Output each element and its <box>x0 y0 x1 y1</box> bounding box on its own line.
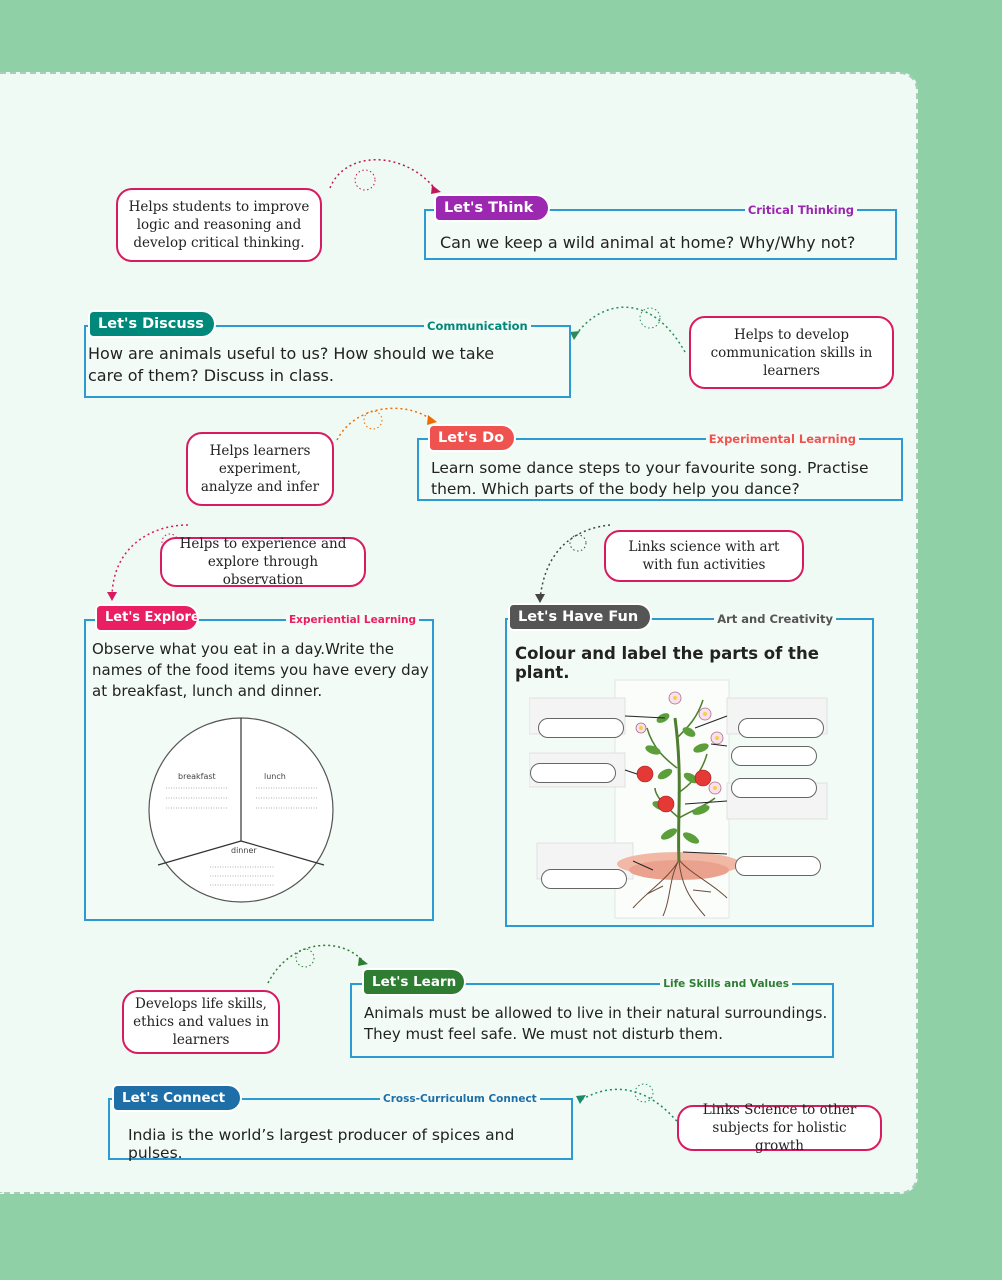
plant-label-box-3[interactable] <box>731 746 817 766</box>
plant-label-box-6[interactable] <box>735 856 821 876</box>
discuss-skill: Communication <box>424 319 531 333</box>
explore-skill: Experiential Learning <box>286 613 419 627</box>
do-skill: Experimental Learning <box>706 432 859 446</box>
pie-label-dinner: dinner <box>231 846 257 855</box>
tag-lets-connect: Let's Connect <box>114 1086 240 1110</box>
pie-label-lunch: lunch <box>264 772 286 781</box>
tag-lets-think: Let's Think <box>436 196 548 220</box>
tag-lets-explore: Let's Explore <box>97 606 197 630</box>
note-think: Helps students to improve logic and reasoning and develop critical thinking. <box>116 188 322 262</box>
learn-text: Animals must be allowed to live in their natural surroundings. They must feel safe. We must not disturb them. <box>364 1004 828 1043</box>
note-connect: Links Science to other subjects for holistic growth <box>677 1105 882 1151</box>
fun-skill: Art and Creativity <box>714 612 836 626</box>
note-fun: Links science with art with fun activities <box>604 530 804 582</box>
learn-skill: Life Skills and Values <box>660 977 792 991</box>
tag-lets-discuss: Let's Discuss <box>90 312 214 336</box>
think-skill: Critical Thinking <box>745 203 857 217</box>
plant-label-box-5[interactable] <box>731 778 817 798</box>
do-text: Learn some dance steps to your favourite song. Practise them. Which parts of the body help you dance? <box>431 459 869 498</box>
pie-label-breakfast: breakfast <box>178 772 216 781</box>
note-discuss: Helps to develop communication skills in learners <box>689 316 894 389</box>
note-do: Helps learners experiment, analyze and infer <box>186 432 334 506</box>
plant-label-box-7[interactable] <box>541 869 627 889</box>
tag-lets-have-fun: Let's Have Fun <box>510 605 650 629</box>
plant-label-box-2[interactable] <box>738 718 824 738</box>
plant-label-box-4[interactable] <box>530 763 616 783</box>
think-text: Can we keep a wild animal at home? Why/Why not? <box>440 233 856 252</box>
fun-text: Colour and label the parts of the plant. <box>515 644 819 682</box>
plant-label-box-1[interactable] <box>538 718 624 738</box>
tag-lets-do: Let's Do <box>430 426 514 450</box>
meal-pie-chart <box>148 717 334 903</box>
note-explore: Helps to experience and explore through observation <box>160 537 366 587</box>
connect-skill: Cross-Curriculum Connect <box>380 1092 540 1106</box>
explore-text: Observe what you eat in a day.Write the names of the food items you have every day at breakfast, lunch and dinner. <box>92 640 429 700</box>
note-learn: Develops life skills, ethics and values in learners <box>122 990 280 1054</box>
tag-lets-learn: Let's Learn <box>364 970 464 994</box>
discuss-text: How are animals useful to us? How should we take care of them? Discuss in class. <box>88 344 495 385</box>
connect-text: India is the world’s largest producer of spices and pulses. <box>128 1126 515 1162</box>
